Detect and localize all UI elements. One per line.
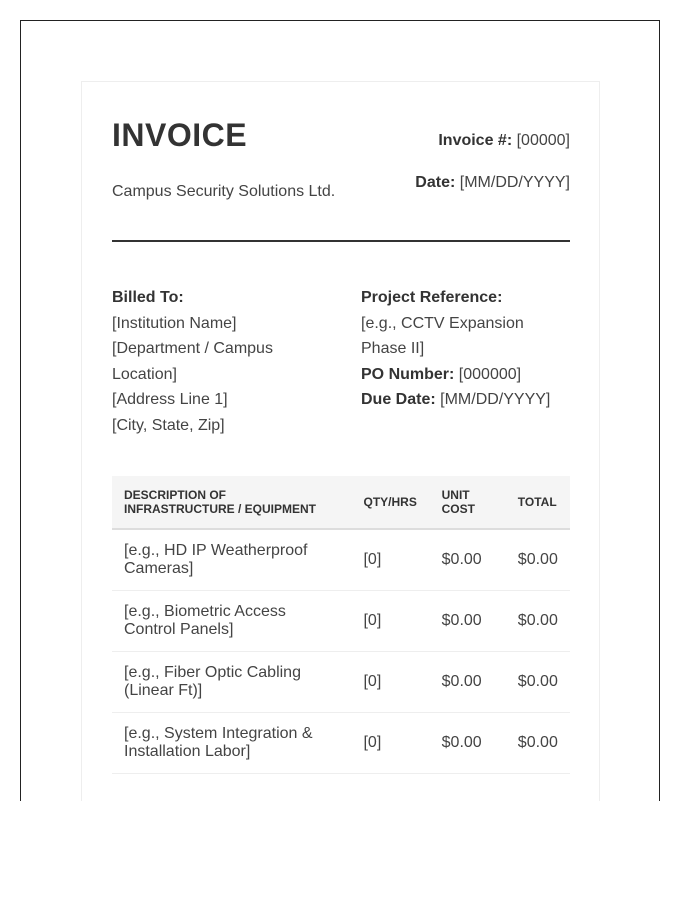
header-divider xyxy=(112,240,570,242)
project-section xyxy=(361,285,570,413)
item-description: [e.g., System Integration & Installation Labor] xyxy=(112,713,351,774)
city-state-zip: [City, State, Zip] xyxy=(112,416,225,434)
invoice-date-value: [MM/DD/YYYY] xyxy=(459,174,570,191)
company-name: Campus Security Solutions Ltd. xyxy=(112,183,336,200)
item-description: [e.g., HD IP Weatherproof Cameras] xyxy=(112,529,351,591)
due-date-label: Due Date: xyxy=(361,391,436,409)
invoice-number-label: Invoice #: xyxy=(438,132,513,149)
invoice-number xyxy=(438,132,570,150)
invoice-date-label: Date: xyxy=(415,174,456,191)
item-unit-cost: $0.00 xyxy=(430,652,506,713)
item-qty: [0] xyxy=(351,591,429,652)
invoice-date xyxy=(415,174,570,192)
due-date xyxy=(361,387,570,413)
billed-to-section xyxy=(112,285,332,439)
project-reference-label: Project Reference: xyxy=(361,289,503,306)
column-header-qty: QTY/HRS xyxy=(351,476,429,529)
item-total: $0.00 xyxy=(506,529,570,591)
table-row xyxy=(112,591,570,652)
item-unit-cost: $0.00 xyxy=(430,713,506,774)
project-reference-value: [e.g., CCTV Expansion Phase II] xyxy=(361,314,524,358)
item-description: [e.g., Fiber Optic Cabling (Linear Ft)] xyxy=(112,652,351,713)
item-qty: [0] xyxy=(351,529,429,591)
item-qty: [0] xyxy=(351,713,429,774)
column-header-unit-cost: UNIT COST xyxy=(430,476,506,529)
invoice-title: INVOICE xyxy=(112,117,248,153)
table-row xyxy=(112,713,570,774)
institution-name: [Institution Name] xyxy=(112,314,237,332)
invoice-number-value: [00000] xyxy=(516,132,570,149)
po-number-value: [000000] xyxy=(458,365,522,383)
table-header-row xyxy=(112,476,570,529)
po-number xyxy=(361,362,570,388)
po-number-label: PO Number: xyxy=(361,365,455,383)
item-qty: [0] xyxy=(351,652,429,713)
item-description: [e.g., Biometric Access Control Panels] xyxy=(112,591,351,652)
line-items-table xyxy=(112,476,570,774)
item-total: $0.00 xyxy=(506,591,570,652)
department-location: [Department / Campus Location] xyxy=(112,340,273,383)
column-header-description: DESCRIPTION OF INFRASTRUCTURE / EQUIPMENT xyxy=(112,476,351,529)
item-unit-cost: $0.00 xyxy=(430,591,506,652)
item-total: $0.00 xyxy=(506,652,570,713)
table-row xyxy=(112,652,570,713)
table-row xyxy=(112,529,570,591)
item-total: $0.00 xyxy=(506,713,570,774)
item-unit-cost: $0.00 xyxy=(430,529,506,591)
address-line: [Address Line 1] xyxy=(112,391,228,409)
column-header-total: TOTAL xyxy=(506,476,570,529)
invoice-header xyxy=(112,117,570,242)
due-date-value: [MM/DD/YYYY] xyxy=(440,391,551,409)
billed-to-label: Billed To: xyxy=(112,289,184,306)
